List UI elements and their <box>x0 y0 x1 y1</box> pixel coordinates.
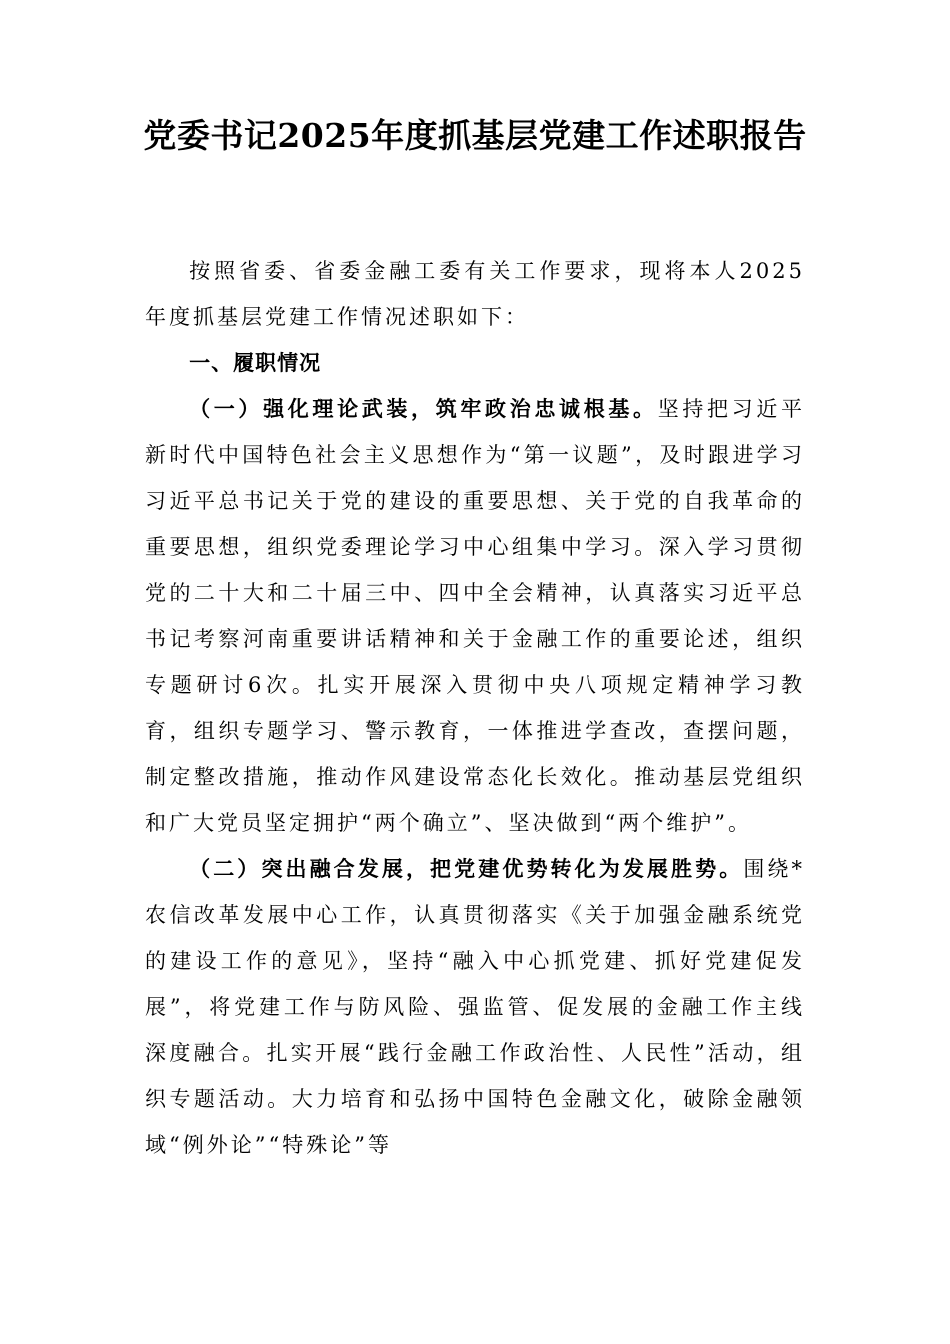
document-body <box>145 248 805 1168</box>
paragraph-2-text: 围绕*农信改革发展中心工作，认真贯彻落实《关于加强金融系统党的建设工作的意见》，坚持“融入中心抓党建、抓好党建促发展”，将党建工作与防风险、强监管、促发展的金融工作主线深度融合。扎实开展“践行金融工作政治性、人民性”活动，组织专题活动。大力培育和弘扬中国特色金融文化，破除金融领域“例外论”“特殊论”等 <box>145 857 806 1157</box>
document-title: 党委书记2025年度抓基层党建工作述职报告 <box>143 116 807 155</box>
paragraph-1 <box>145 386 805 846</box>
paragraph-1-lead: （一）强化理论武装，筑牢政治忠诚根基。 <box>189 396 658 421</box>
paragraph-1-text: 坚持把习近平新时代中国特色社会主义思想作为“第一议题”，及时跟进学习习近平总书记关于党的建设的重要思想、关于党的自我革命的重要思想，组织党委理论学习中心组集中学习。深入学习贯彻党的二十大和二十届三中、四中全会精神，认真落实习近平总书记考察河南重要讲话精神和关于金融工作的重要论述，组织专题研讨6次。扎实开展深入贯彻中央八项规定精神学习教育，组织专题学习、警示教育，一体推进学查改，查摆问题，制定整改措施，推动作风建设常态化长效化。推动基层党组织和广大党员坚定拥护“两个确立”、坚决做到“两个维护”。 <box>145 397 806 835</box>
paragraph-2-lead: （二）突出融合发展，把党建优势转化为发展胜势。 <box>189 856 744 881</box>
paragraph-2 <box>145 846 805 1168</box>
section-heading: 一、履职情况 <box>189 351 322 375</box>
intro-paragraph: 按照省委、省委金融工委有关工作要求，现将本人2025年度抓基层党建工作情况述职如下： <box>145 259 805 329</box>
